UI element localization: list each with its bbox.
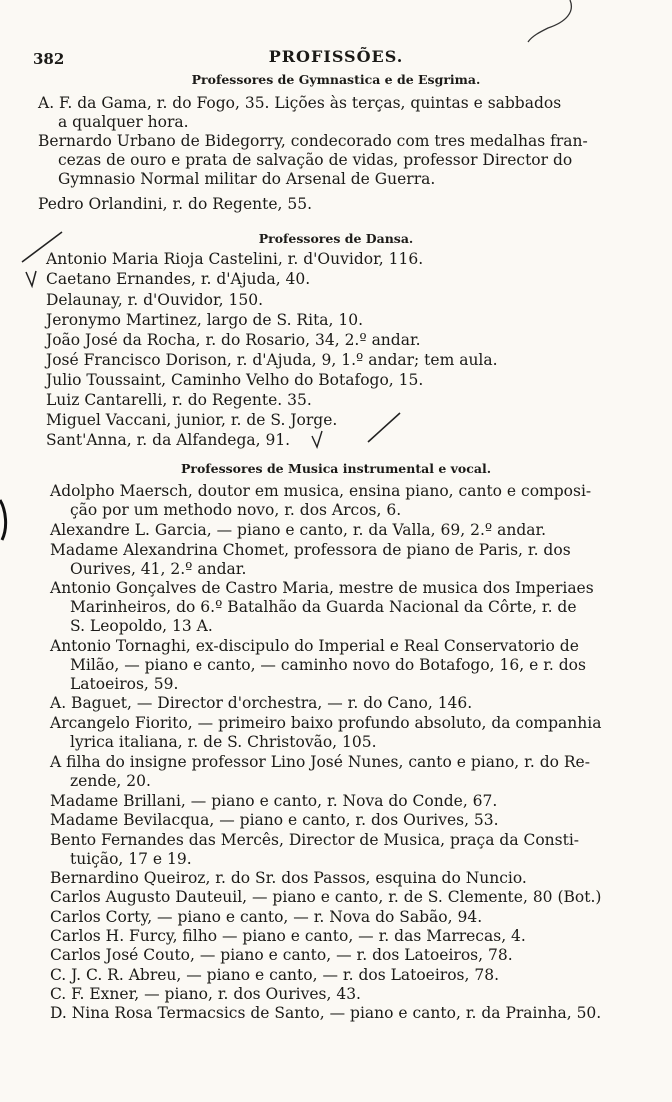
entry-corty: Carlos Corty, — piano e canto, — r. Nova do Sabão, 94.: [50, 908, 483, 926]
entry-ernandes: Caetano Ernandes, r. d'Ajuda, 40.: [46, 270, 311, 288]
entry-furcy: Carlos H. Furcy, filho — piano e canto, — r. das Marrecas, 4.: [50, 927, 526, 945]
pencil-curve-top-right: [528, 0, 571, 42]
pencil-tick-santanna: [312, 431, 322, 447]
entry-abreu: C. J. C. R. Abreu, — piano e canto, — r. dos Latoeiros, 78.: [50, 966, 500, 984]
entry-merces: Bento Fernandes das Mercês, Director de Musica, praça da Consti- tuição, 17 e 19.: [50, 831, 580, 868]
entry-chomet: Madame Alexandrina Chomet, professora de piano de Paris, r. dos Ourives, 41, 2.º andar.: [50, 541, 571, 578]
entry-baguet: A. Baguet, — Director d'orchestra, — r. do Cano, 146.: [50, 694, 473, 712]
entry-orlandini: Pedro Orlandini, r. do Regente, 55.: [38, 195, 313, 213]
page-number: 382: [33, 50, 65, 68]
entry-dorison: José Francisco Dorison, r. d'Ajuda, 9, 1.º andar; tem aula.: [46, 351, 498, 369]
entry-rocha: João José da Rocha, r. do Rosario, 34, 2.º andar.: [46, 331, 421, 349]
entry-termacsics: D. Nina Rosa Termacsics de Santo, — piano e canto, r. da Prainha, 50.: [50, 1004, 602, 1022]
entry-santanna: Sant'Anna, r. da Alfandega, 91.: [46, 431, 291, 449]
entry-dauteuil: Carlos Augusto Dauteuil, — piano e canto, r. de S. Clemente, 80 (Bot.): [50, 888, 602, 906]
entry-castro-maria: Antonio Gonçalves de Castro Maria, mestre de musica dos Imperiaes Marinheiros, do 6.º Batalhão da Guarda Nacional da Côrte, r. de S. Leopoldo, 13 A.: [50, 579, 594, 635]
section-title-gymnastica: Professores de Gymnastica e de Esgrima.: [191, 72, 481, 87]
entry-maersch: Adolpho Maersch, doutor em musica, ensina piano, canto e composi- ção por um methodo novo, r. dos Arcos, 6.: [50, 482, 592, 519]
entry-toussaint: Julio Toussaint, Caminho Velho do Botafogo, 15.: [46, 371, 424, 389]
entry-vaccani: Miguel Vaccani, junior, r. de S. Jorge.: [46, 411, 338, 429]
entry-garcia: Alexandre L. Garcia, — piano e canto, r. da Valla, 69, 2.º andar.: [50, 521, 547, 539]
entry-cantarelli: Luiz Cantarelli, r. do Regente. 35.: [46, 391, 312, 409]
entry-nunes: A filha do insigne professor Lino José Nunes, canto e piano, r. do Re- zende, 20.: [50, 753, 590, 790]
entry-bevilacqua: Madame Bevilacqua, — piano e canto, r. dos Ourives, 53.: [50, 811, 499, 829]
entry-fiorito: Arcangelo Fiorito, — primeiro baixo profundo absoluto, da companhia lyrica italiana, r. de S. Christovão, 105.: [50, 714, 602, 751]
entry-tornaghi: Antonio Tornaghi, ex-discipulo do Imperial e Real Conservatorio de Milão, — piano e canto, — caminho novo do Botafogo, 16, e r. dos Latoeiros, 59.: [50, 637, 586, 693]
section-title-musica: Professores de Musica instrumental e vocal.: [180, 461, 492, 476]
entry-bidegorry: Bernardo Urbano de Bidegorry, condecorado com tres medalhas fran- cezas de ouro e prata de salvação de vidas, professor Director do Gymnasio Normal militar do Arsenal de Guerra.: [38, 132, 588, 188]
pencil-tick-caetano: [26, 271, 36, 286]
page-edge-shadow: [0, 500, 6, 540]
section-title-dansa: Professores de Dansa.: [258, 231, 414, 246]
entry-martinez: Jeronymo Martinez, largo de S. Rita, 10.: [46, 311, 364, 329]
entry-brillani: Madame Brillani, — piano e canto, r. Nova do Conde, 67.: [50, 792, 498, 810]
pencil-stroke-dansa-bottom: [368, 413, 400, 442]
entry-delaunay: Delaunay, r. d'Ouvidor, 150.: [46, 291, 264, 309]
entry-castelini: Antonio Maria Rioja Castelini, r. d'Ouvidor, 116.: [46, 250, 424, 268]
running-title: PROFISSÕES.: [268, 47, 404, 66]
entry-queiroz: Bernardino Queiroz, r. do Sr. dos Passos, esquina do Nuncio.: [50, 869, 527, 887]
entry-exner: C. F. Exner, — piano, r. dos Ourives, 43.: [50, 985, 361, 1003]
entry-gama: A. F. da Gama, r. do Fogo, 35. Lições às terças, quintas e sabbados a qualquer hora.: [38, 94, 562, 131]
entry-couto: Carlos José Couto, — piano e canto, — r. dos Latoeiros, 78.: [50, 946, 513, 964]
